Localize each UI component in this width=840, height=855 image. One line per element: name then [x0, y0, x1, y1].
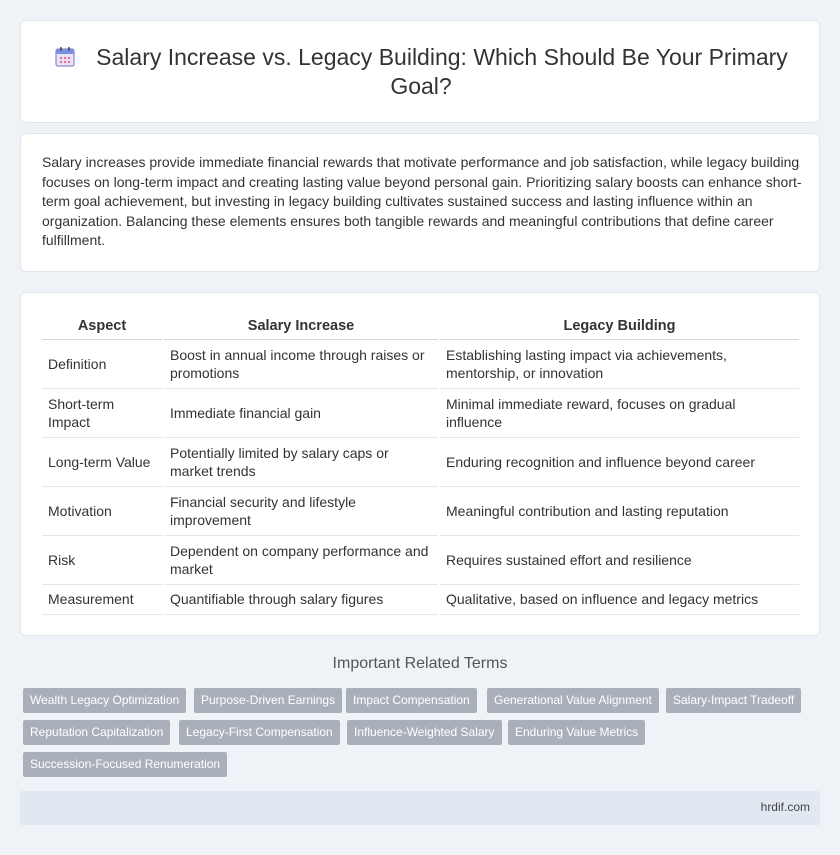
term-tag[interactable]: Wealth Legacy Optimization [23, 688, 186, 713]
table-row [42, 339, 799, 388]
footer [20, 791, 820, 825]
cell-legacy: Requires sustained effort and resilience [439, 535, 799, 584]
term-tag[interactable]: Impact Compensation [346, 688, 477, 713]
table-header-row [42, 314, 799, 339]
cell-legacy: Meaningful contribution and lasting reputation [439, 486, 799, 535]
header-legacy-building: Legacy Building [439, 314, 799, 339]
comparison-table [42, 314, 799, 615]
page-title: Salary Increase vs. Legacy Building: Which Should Be Your Primary Goal? [96, 44, 788, 99]
table-row [42, 584, 799, 614]
title-card [20, 20, 820, 123]
term-tag[interactable]: Succession-Focused Renumeration [23, 752, 227, 777]
cell-salary: Quantifiable through salary figures [163, 584, 439, 614]
cell-salary: Dependent on company performance and market [163, 535, 439, 584]
term-tag[interactable]: Reputation Capitalization [23, 720, 170, 745]
cell-legacy: Establishing lasting impact via achievements, mentorship, or innovation [439, 339, 799, 388]
table-row [42, 486, 799, 535]
term-tag[interactable]: Legacy-First Compensation [179, 720, 340, 745]
comparison-card [20, 292, 820, 636]
cell-aspect: Risk [42, 535, 163, 584]
page-title-wrap [21, 43, 821, 101]
summary-text: Salary increases provide immediate financial rewards that motivate performance and job satisfaction, while legacy building focuses on long-term impact and creating lasting value beyond personal gain. Prioritizing salary boosts can enhance short-term goal achievement, but investing in legacy building cultivates sustained success and lasting influence within an organization. Balancing these elements ensures both tangible rewards and meaningful contributions that define career fulfillment. [42, 154, 802, 248]
term-tag[interactable]: Enduring Value Metrics [508, 720, 645, 745]
term-tag[interactable]: Generational Value Alignment [487, 688, 659, 713]
related-terms-title: Important Related Terms [332, 655, 508, 672]
calendar-icon [54, 46, 76, 68]
cell-legacy: Qualitative, based on influence and legacy metrics [439, 584, 799, 614]
term-tag[interactable]: Influence-Weighted Salary [347, 720, 502, 745]
header-aspect: Aspect [42, 314, 163, 339]
cell-salary: Immediate financial gain [163, 388, 439, 437]
cell-salary: Boost in annual income through raises or promotions [163, 339, 439, 388]
term-tag[interactable]: Salary-Impact Tradeoff [666, 688, 801, 713]
summary-card [20, 133, 820, 272]
header-salary-increase: Salary Increase [163, 314, 439, 339]
cell-aspect: Long-term Value [42, 437, 163, 486]
cell-salary: Financial security and lifestyle improvement [163, 486, 439, 535]
footer-site[interactable]: hrdif.com [760, 800, 810, 814]
table-row [42, 535, 799, 584]
cell-aspect: Motivation [42, 486, 163, 535]
table-row [42, 388, 799, 437]
cell-aspect: Short-term Impact [42, 388, 163, 437]
cell-legacy: Enduring recognition and influence beyond career [439, 437, 799, 486]
cell-salary: Potentially limited by salary caps or market trends [163, 437, 439, 486]
table-row [42, 437, 799, 486]
cell-aspect: Definition [42, 339, 163, 388]
term-tag[interactable]: Purpose-Driven Earnings [194, 688, 342, 713]
cell-aspect: Measurement [42, 584, 163, 614]
cell-legacy: Minimal immediate reward, focuses on gradual influence [439, 388, 799, 437]
